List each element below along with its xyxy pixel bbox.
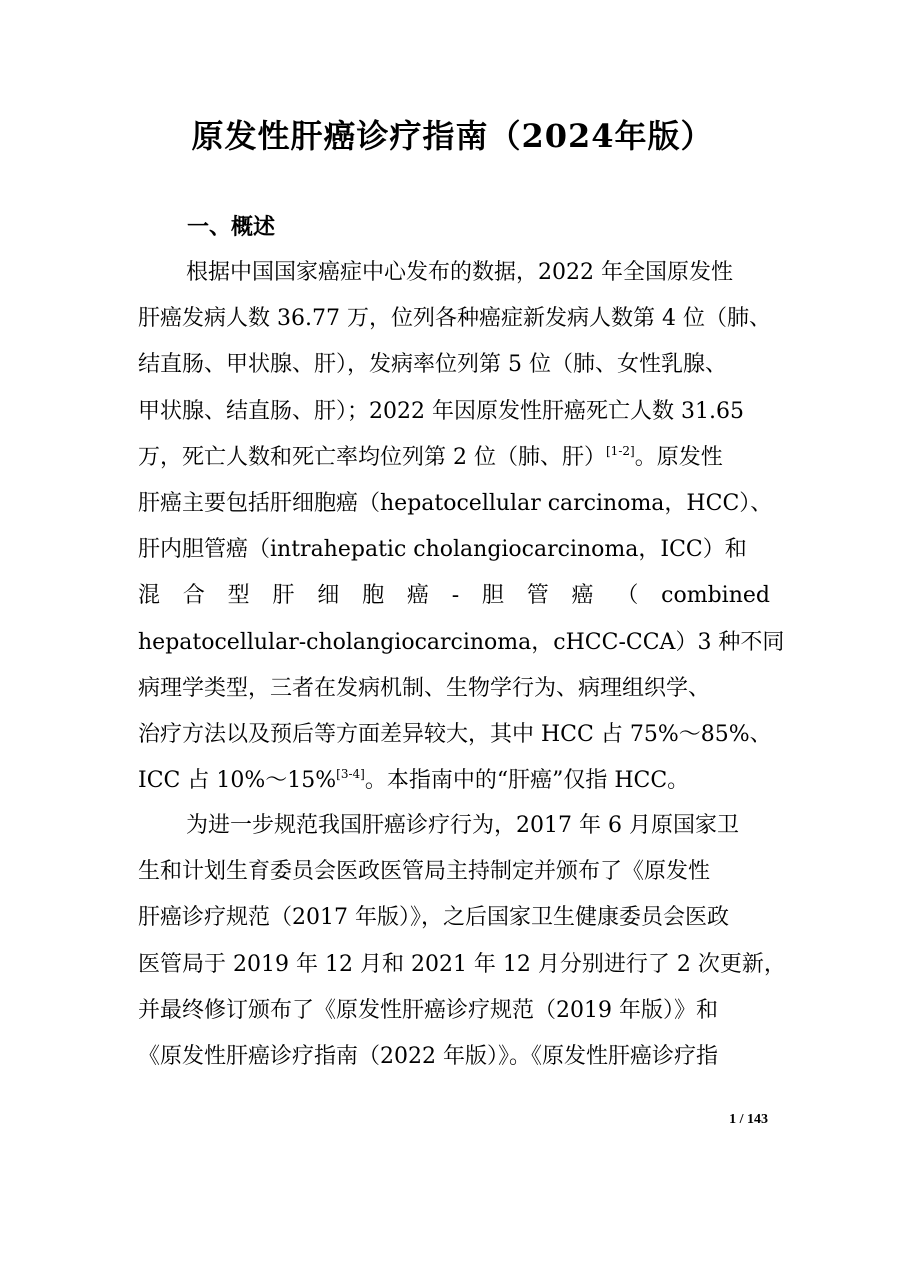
text-segment: 万，死亡人数和死亡率均位列第 2 位（肺、肝） xyxy=(138,444,606,470)
text-line: 结直肠、甲状腺、肝），发病率位列第 5 位（肺、女性乳腺、 xyxy=(138,352,727,378)
text-line: 并最终修订颁布了《原发性肝癌诊疗规范（2019 年版）》和 xyxy=(138,997,718,1023)
section-heading: 一、概述 xyxy=(187,215,276,240)
paragraph-history xyxy=(138,803,786,1080)
word: 胞 xyxy=(362,583,385,609)
word: 细 xyxy=(317,583,340,609)
text-line: 甲状腺、结直肠、肝）；2022 年因原发性肝癌死亡人数 31.65 xyxy=(138,398,744,424)
text-line: 病理学类型，三者在发病机制、生物学行为、病理组织学、 xyxy=(138,675,711,701)
text-line: 生和计划生育委员会医政医管局主持制定并颁布了《原发性 xyxy=(138,859,711,885)
text-segment: 。原发性 xyxy=(634,444,723,470)
text-segment: ICC 占 10%～15% xyxy=(138,768,337,794)
text-line: 肝内胆管癌（intrahepatic cholangiocarcinoma，ICC）和 xyxy=(138,537,747,563)
text-line: 治疗方法以及预后等方面差异较大，其中 HCC 占 75%～85%、 xyxy=(138,721,772,747)
text-line xyxy=(138,758,770,804)
text-line: 为进一步规范我国肝癌诊疗行为，2017 年 6 月原国家卫 xyxy=(186,813,739,838)
word: 管 xyxy=(526,583,549,609)
word: 癌 xyxy=(571,583,594,609)
paragraph-overview xyxy=(138,250,785,804)
text-line: hepatocellular-cholangiocarcinoma，cHCC-CCA）3 种不同 xyxy=(138,629,785,655)
text-line: 肝癌主要包括肝细胞癌（hepatocellular carcinoma，HCC）、 xyxy=(138,490,773,516)
document-title: 原发性肝癌诊疗指南（2024年版） xyxy=(191,117,714,155)
text-line-justified xyxy=(138,573,770,619)
text-line: 肝癌发病人数 36.77 万，位列各种癌症新发病人数第 4 位（肺、 xyxy=(138,306,771,332)
text-segment: 。本指南中的“肝癌”仅指 HCC。 xyxy=(364,768,690,794)
citation-ref: [1-2] xyxy=(606,443,635,458)
text-line xyxy=(138,435,770,481)
text-line: 根据中国国家癌症中心发布的数据，2022 年全国原发性 xyxy=(186,260,733,285)
word: combined xyxy=(661,583,770,609)
word: 型 xyxy=(227,583,250,609)
page-number: 1 / 143 xyxy=(729,1112,768,1127)
word: 胆 xyxy=(481,583,504,609)
text-line: 医管局于 2019 年 12 月和 2021 年 12 月分别进行了 2 次更新， xyxy=(138,951,786,977)
word: 混 xyxy=(138,583,161,609)
word: 合 xyxy=(182,583,205,609)
word: 肝 xyxy=(272,583,295,609)
word: 癌 xyxy=(406,583,429,609)
word: （ xyxy=(616,583,639,609)
word: - xyxy=(451,583,460,609)
text-line: 肝癌诊疗规范（2017 年版）》，之后国家卫生健康委员会医政 xyxy=(138,905,729,931)
citation-ref: [3-4] xyxy=(336,767,365,782)
text-line: 《原发性肝癌诊疗指南（2022 年版）》。《原发性肝癌诊疗指 xyxy=(138,1043,718,1069)
